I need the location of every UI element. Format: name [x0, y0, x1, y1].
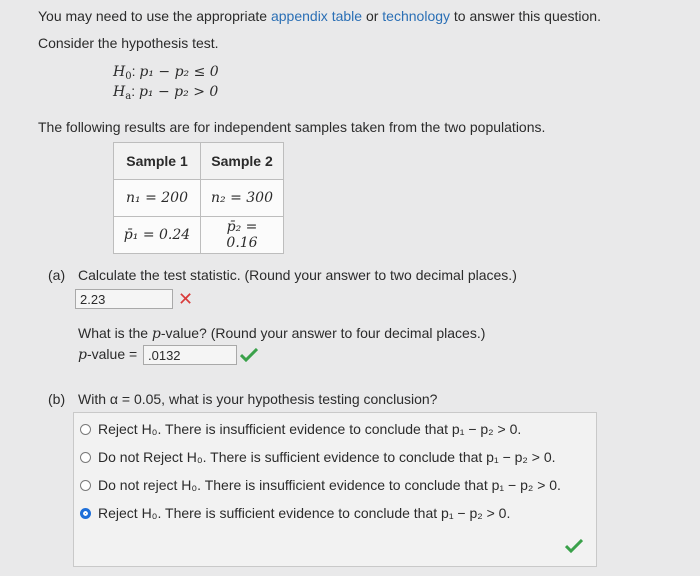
x-mark-icon: ✕ — [178, 289, 194, 309]
check-mark-icon — [240, 348, 258, 362]
intro-after: to answer this question. — [450, 8, 601, 24]
alternative-hypothesis: $H_a$: p₁ − p₂ > 0 — [113, 83, 219, 102]
null-hypothesis: $H_0$: p₁ − p₂ ≤ 0 — [113, 63, 219, 82]
radio-option-3[interactable] — [80, 480, 91, 491]
part-b-question: With α = 0.05, what is your hypothesis testing conclusion? — [78, 391, 438, 407]
pvalue-question: What is the p-value? (Round your answer to four decimal places.) — [78, 325, 486, 342]
intro-text — [38, 8, 601, 24]
option-1-label: Reject H₀. There is insufficient evidence to conclude that p₁ − p₂ > 0. — [98, 421, 522, 437]
intro-mid: or — [362, 8, 383, 24]
part-a-label: (a) — [48, 267, 66, 283]
header-sample-1: Sample 1 — [114, 143, 201, 180]
technology-link[interactable]: technology — [382, 8, 451, 24]
cell-p2: p̄₂ = 0.16 — [201, 217, 284, 254]
table-row — [114, 217, 284, 254]
appendix-table-link[interactable]: appendix table — [270, 8, 363, 24]
option-4[interactable] — [80, 502, 510, 524]
part-a-question: Calculate the test statistic. (Round your answer to two decimal places.) — [78, 267, 517, 283]
table-row — [114, 180, 284, 217]
option-2-label: Do not Reject H₀. There is sufficient evidence to conclude that p₁ − p₂ > 0. — [98, 449, 556, 465]
pvalue-input[interactable]: .0132 — [143, 345, 237, 365]
pvalue-label: p-value = — [78, 346, 138, 363]
radio-option-1[interactable] — [80, 424, 91, 435]
option-1[interactable] — [80, 418, 521, 440]
option-3[interactable] — [80, 474, 561, 496]
radio-option-4[interactable] — [80, 508, 91, 519]
intro-before: You may need to use the appropriate — [38, 8, 271, 24]
radio-option-2[interactable] — [80, 452, 91, 463]
cell-p1: p̄₁ = 0.24 — [114, 217, 201, 254]
test-statistic-input[interactable]: 2.23 — [75, 289, 173, 309]
check-mark-icon — [565, 539, 583, 553]
option-2[interactable] — [80, 446, 556, 468]
samples-table — [113, 142, 284, 254]
cell-n1: n₁ = 200 — [114, 180, 201, 217]
option-3-label: Do not reject H₀. There is insufficient evidence to conclude that p₁ − p₂ > 0. — [98, 477, 561, 493]
results-text: The following results are for independent samples taken from the two populations. — [38, 119, 546, 135]
consider-text: Consider the hypothesis test. — [38, 35, 219, 51]
header-sample-2: Sample 2 — [201, 143, 284, 180]
part-b-label: (b) — [48, 391, 66, 407]
table-header-row — [114, 143, 284, 180]
cell-n2: n₂ = 300 — [201, 180, 284, 217]
option-4-label: Reject H₀. There is sufficient evidence to conclude that p₁ − p₂ > 0. — [98, 505, 511, 521]
